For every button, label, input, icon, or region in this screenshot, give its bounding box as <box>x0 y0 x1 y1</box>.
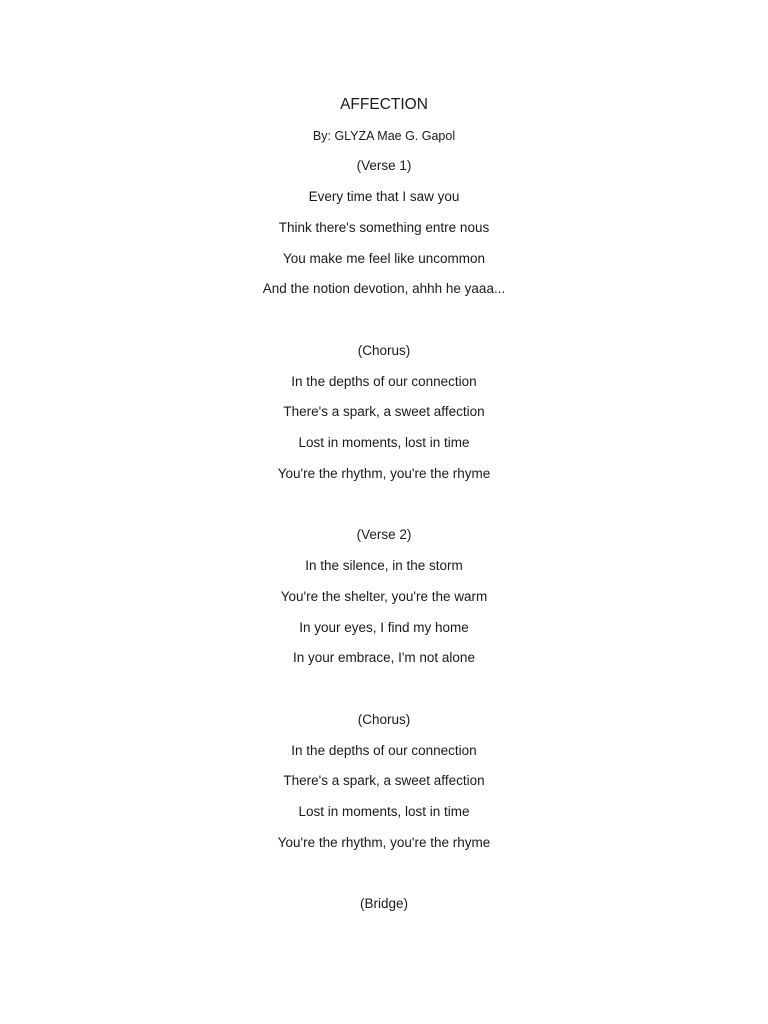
lyric-line: In your embrace, I'm not alone <box>293 650 475 665</box>
lyric-line: You're the rhythm, you're the rhyme <box>277 466 491 481</box>
lyric-line: In the silence, in the storm <box>305 558 463 573</box>
lyric-line: Every time that I saw you <box>308 189 460 204</box>
lyric-line: And the notion devotion, ahhh he yaaa... <box>262 281 506 296</box>
section-header-verse-1: (Verse 1) <box>356 158 412 173</box>
section-header-chorus: (Chorus) <box>357 712 411 727</box>
lyric-line: In your eyes, I find my home <box>299 620 469 635</box>
section-header-bridge: (Bridge) <box>359 896 408 911</box>
lyric-line: There's a spark, a sweet affection <box>283 773 485 788</box>
lyric-line: There's a spark, a sweet affection <box>283 404 485 419</box>
song-title: AFFECTION <box>340 96 428 113</box>
lyric-line: You're the rhythm, you're the rhyme <box>277 835 491 850</box>
lyric-line: Think there's something entre nous <box>278 220 490 235</box>
author-byline: By: GLYZA Mae G. Gapol <box>312 129 456 143</box>
lyric-line: Lost in moments, lost in time <box>298 804 470 819</box>
lyric-line: In the depths of our connection <box>291 743 477 758</box>
section-header-chorus: (Chorus) <box>357 343 411 358</box>
section-header-verse-2: (Verse 2) <box>356 527 412 542</box>
lyric-line: Lost in moments, lost in time <box>298 435 470 450</box>
lyric-line: You're the shelter, you're the warm <box>280 589 488 604</box>
lyric-line: You make me feel like uncommon <box>282 251 486 266</box>
lyric-line: In the depths of our connection <box>291 374 477 389</box>
